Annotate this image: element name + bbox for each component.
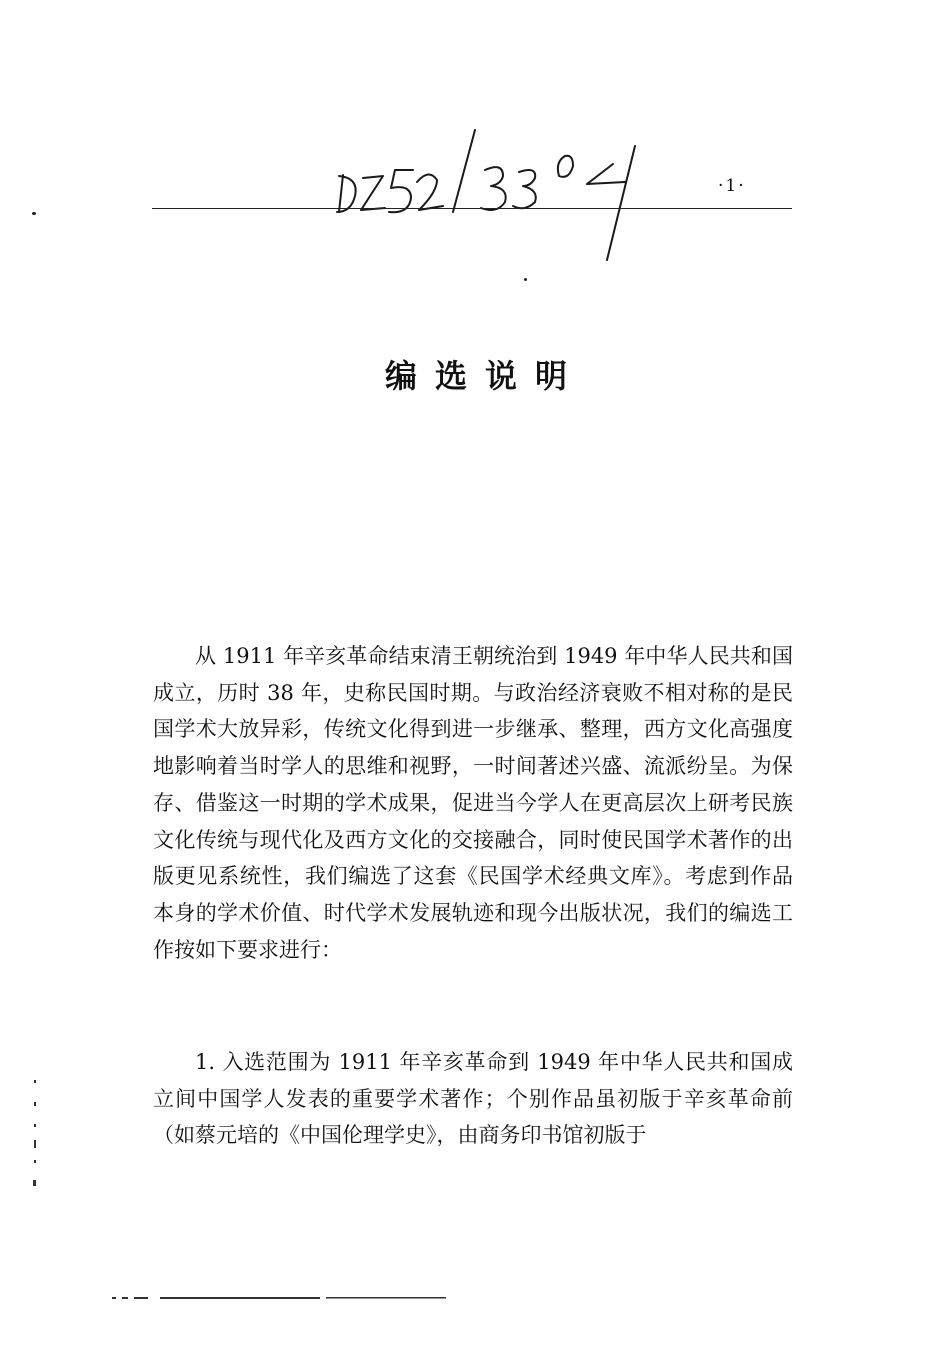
- rule-item-1: 1. 入选范围为 1911 年辛亥革命到 1949 年中华人民共和国成立间中国学人发表的重要学术著作；个别作品虽初版于辛亥革命前（如蔡元培的《中国伦理学史》，由商务印书馆初版于: [153, 1050, 793, 1148]
- page-number: ·1·: [718, 176, 746, 196]
- handwritten-annotation: [325, 120, 685, 270]
- page-title: 编选说明: [384, 357, 585, 396]
- intro-paragraph: 从 1911 年辛亥革命结束清王朝统治到 1949 年中华人民共和国成立，历时 38 年，史称民国时期。与政治经济衰败不相对称的是民国学术大放异彩，传统文化得到进一步继承、整理，西方文化高强度地影响着当时学人的思维和视野，一时间著述兴盛、流派纷呈。为保存、借鉴这一时期的学术成果，促进当今学人在更高层次上研考民族文化传统与现代化及西方文化的交接融合，同时使民国学术著作的出版更见系统性，我们编选了这套《民国学术经典文库》。考虑到作品本身的学术价值、时代学术发展轨迹和现今出版状况，我们的编选工作按如下要求进行：: [153, 644, 793, 962]
- margin-scan-marks: [30, 1080, 40, 1190]
- scan-speck: [32, 212, 36, 215]
- scan-speck: [524, 278, 527, 281]
- header-rule: [152, 208, 792, 209]
- bottom-scan-line: [112, 1296, 446, 1300]
